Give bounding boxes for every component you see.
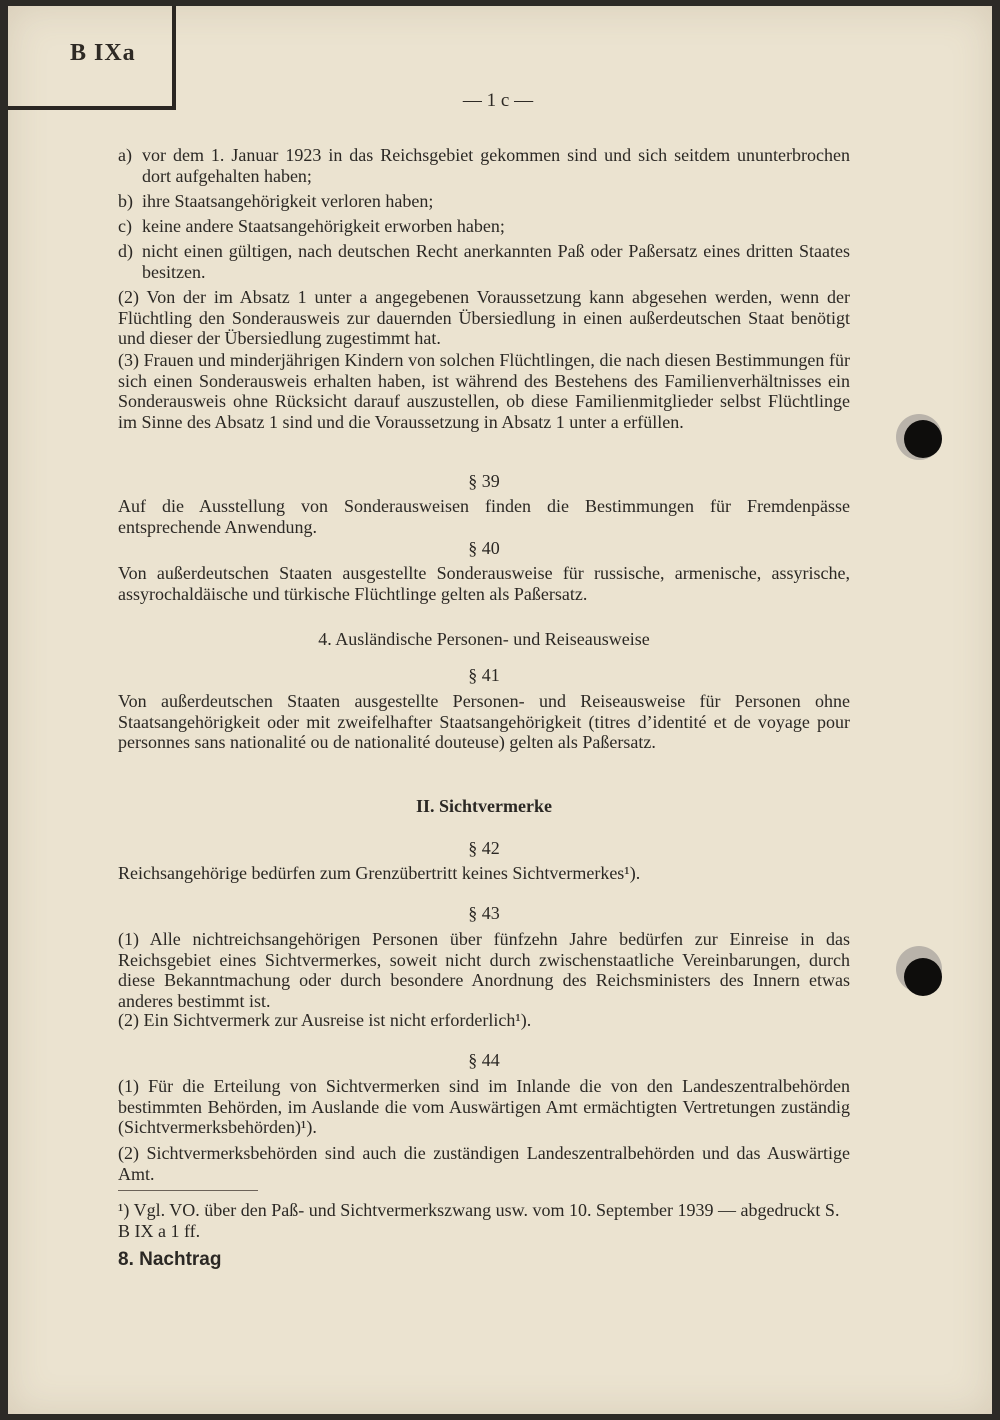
list-text-c: keine andere Staatsangehörigkeit erworben haben; — [142, 216, 505, 236]
section-44-paragraph-2: (2) Sichtvermerksbehörden sind auch die zuständigen Landeszentralbehörden und das Auswärtige Amt. — [118, 1143, 850, 1184]
paragraph-2: (2) Von der im Absatz 1 unter a angegebenen Voraussetzung kann abgesehen werden, wenn der Flüchtling den Sonderausweis zur dauernden Übersiedlung in einen außerdeutschen Staat benötigt und dieser der Übersiedlung zugestimmt hat. — [118, 287, 850, 348]
section-44-heading: § 44 — [468, 1050, 500, 1070]
section-43-paragraph-2: (2) Ein Sichtvermerk zur Ausreise ist nicht erforderlich¹). — [118, 1010, 532, 1030]
section-41-text: Von außerdeutschen Staaten ausgestellte Personen- und Reiseausweise für Personen ohne Staatsangehörigkeit oder mit zweifelhafter Staatsangehörigkeit (titres d’identité et de voyage pour personnes sans nationalité ou de nationalité douteuse) gelten als Paßersatz. — [118, 691, 850, 752]
list-label-c: c) — [118, 216, 132, 236]
document-page — [8, 6, 992, 1414]
punch-hole-bottom — [904, 958, 942, 996]
register-tab-label: B IXa — [70, 40, 136, 66]
list-label-d: d) — [118, 241, 133, 261]
supplement-label: 8. Nachtrag — [118, 1249, 222, 1270]
list-item-c — [118, 216, 850, 237]
list-label-a: a) — [118, 145, 132, 165]
list-item-a — [118, 145, 850, 186]
punch-hole-top — [904, 420, 942, 458]
section-44-paragraph-1: (1) Für die Erteilung von Sichtvermerken sind im Inlande die von den Landeszentralbehörden bestimmten Behörden, im Auslande die vom Auswärtigen Amt ermächtigten Vertretungen zuständig (Sichtvermerksbehörden)¹). — [118, 1076, 850, 1137]
list-item-b — [118, 191, 850, 212]
part-ii-heading: II. Sichtvermerke — [416, 796, 552, 816]
register-tab — [8, 6, 176, 110]
section-40-heading: § 40 — [468, 538, 500, 558]
list-text-a: vor dem 1. Januar 1923 in das Reichsgebiet gekommen sind und sich seitdem ununterbrochen dort aufgehalten haben; — [142, 145, 850, 186]
list-text-d: nicht einen gültigen, nach deutschen Recht anerkannten Paß oder Paßersatz eines dritten Staates besitzen. — [142, 241, 850, 282]
chapter-4-heading: 4. Ausländische Personen- und Reiseausweise — [318, 629, 650, 649]
section-42-heading: § 42 — [468, 838, 500, 858]
list-label-b: b) — [118, 191, 133, 211]
footnote-rule — [118, 1190, 258, 1191]
section-42-text: Reichsangehörige bedürfen zum Grenzübertritt keines Sichtvermerkes¹). — [118, 863, 641, 883]
list-item-d — [118, 241, 850, 282]
section-43-heading: § 43 — [468, 903, 500, 923]
list-text-b: ihre Staatsangehörigkeit verloren haben; — [142, 191, 434, 211]
section-40-text: Von außerdeutschen Staaten ausgestellte Sonderausweise für russische, armenische, assyrische, assyrochaldäische und türkische Flüchtlinge gelten als Paßersatz. — [118, 563, 850, 604]
page-number: — 1 c — — [462, 90, 534, 111]
paragraph-3: (3) Frauen und minderjährigen Kindern von solchen Flüchtlingen, die nach diesen Bestimmungen für sich einen Sonderausweis erhalten haben, ist während des Bestehens des Familienverhältnisses ein Sonderausweis ohne Rücksicht darauf auszustellen, ob diese Familienmitglieder selbst Flüchtlinge im Sinne des Absatz 1 sind und die Voraussetzung in Absatz 1 unter a erfüllen. — [118, 350, 850, 432]
section-39-text: Auf die Ausstellung von Sonderausweisen finden die Bestimmungen für Fremdenpässe entsprechende Anwendung. — [118, 496, 850, 537]
footnote: ¹) Vgl. VO. über den Paß- und Sichtvermerkszwang usw. vom 10. September 1939 — abgedruckt S. B IX a 1 ff. — [118, 1200, 840, 1241]
section-39-heading: § 39 — [468, 471, 500, 491]
section-43-paragraph-1: (1) Alle nichtreichsangehörigen Personen über fünfzehn Jahre bedürfen zur Einreise in das Reichsgebiet eines Sichtvermerkes, soweit nicht durch zwischenstaatliche Vereinbarungen, durch diese Bekanntmachung oder durch besondere Anordnung des Reichsministers des Innern etwas anderes bestimmt ist. — [118, 929, 850, 1011]
section-41-heading: § 41 — [468, 665, 500, 685]
